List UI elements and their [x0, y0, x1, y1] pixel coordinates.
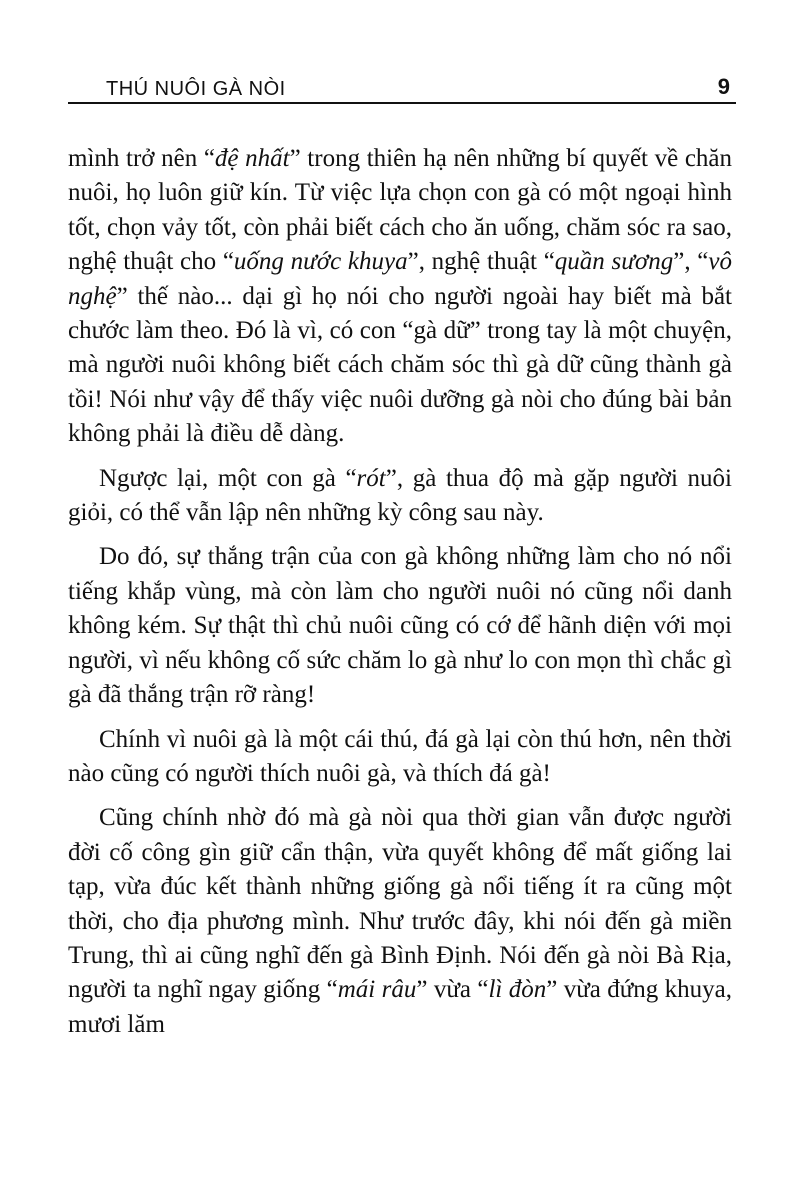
body-text	[68, 142, 732, 1052]
text-run: ” vừa đứng khuya, mươi lăm	[68, 976, 732, 1038]
text-run: mình trở nên “	[68, 145, 215, 172]
text-run: ” trong thiên hạ nên những bí quyết về chăn nuôi, họ luôn giữ kín. Từ việc lựa chọn con gà có một ngoại hình tốt, chọn vảy tốt, còn phải biết cách cho ăn uống, chăm sóc ra sao, nghệ thuật cho “	[68, 145, 733, 276]
text-run: ” vừa “	[416, 976, 489, 1004]
paragraph	[68, 801, 732, 1042]
italic-term: vô nghệ	[68, 248, 732, 310]
text-run: ”, gà thua độ mà gặp người nuôi giỏi, có thể vẫn lập nên những kỳ công sau này.	[68, 464, 732, 527]
italic-term: quần sương	[554, 248, 674, 276]
text-run: ”, nghệ thuật “	[407, 248, 555, 276]
italic-term: rót	[356, 464, 386, 492]
paragraph	[68, 142, 732, 452]
page-number: 9	[717, 74, 730, 99]
text-run: Do đó, sự thắng trận của con gà không những làm cho nó nổi tiếng khắp vùng, mà còn làm cho người nuôi nó cũng nổi danh không kém. Sự thật thì chủ nuôi cũng có cớ để hãnh diện với mọi người, vì nếu không cố sức chăm lo gà như lo con mọn thì chắc gì gà đã thắng trận rỡ ràng!	[68, 543, 732, 709]
text-run: ” thế nào... dại gì họ nói cho người ngoài hay biết mà bắt chước làm theo. Đó là vì, có con “gà dữ” trong tay là một chuyện, mà người nuôi không biết cách chăm sóc thì gà dữ cũng thành gà tồi! Nói như vậy để thấy việc nuôi dưỡng gà nòi cho đúng bài bản không phải là điều dễ dàng.	[68, 282, 732, 448]
running-title: THÚ NUÔI GÀ NÒI	[106, 78, 286, 100]
paragraph	[68, 462, 732, 531]
paragraph	[68, 540, 732, 712]
page-header	[68, 72, 736, 104]
italic-term: đệ nhất	[214, 145, 290, 172]
paragraph	[68, 723, 732, 792]
text-run: Ngược lại, một con gà “	[99, 464, 357, 492]
text-run: Chính vì nuôi gà là một cái thú, đá gà lại còn thú hơn, nên thời nào cũng có người thích nuôi gà, và thích đá gà!	[68, 725, 732, 787]
text-run: Cũng chính nhờ đó mà gà nòi qua thời gian vẫn được người đời cố công gìn giữ cẩn thận, vừa quyết không để mất giống lai tạp, vừa đúc kết thành những giống gà nổi tiếng ít ra cũng một thời, cho địa phương mình. Như trước đây, khi nói đến gà miền Trung, thì ai cũng nghĩ đến gà Bình Định. Nói đến gà nòi Bà Rịa, người ta nghĩ ngay giống “	[68, 804, 732, 1004]
text-run: ”, “	[673, 248, 709, 276]
italic-term: uống nước khuya	[233, 248, 408, 276]
italic-term: mái râu	[337, 976, 417, 1004]
italic-term: lì đòn	[488, 976, 547, 1004]
